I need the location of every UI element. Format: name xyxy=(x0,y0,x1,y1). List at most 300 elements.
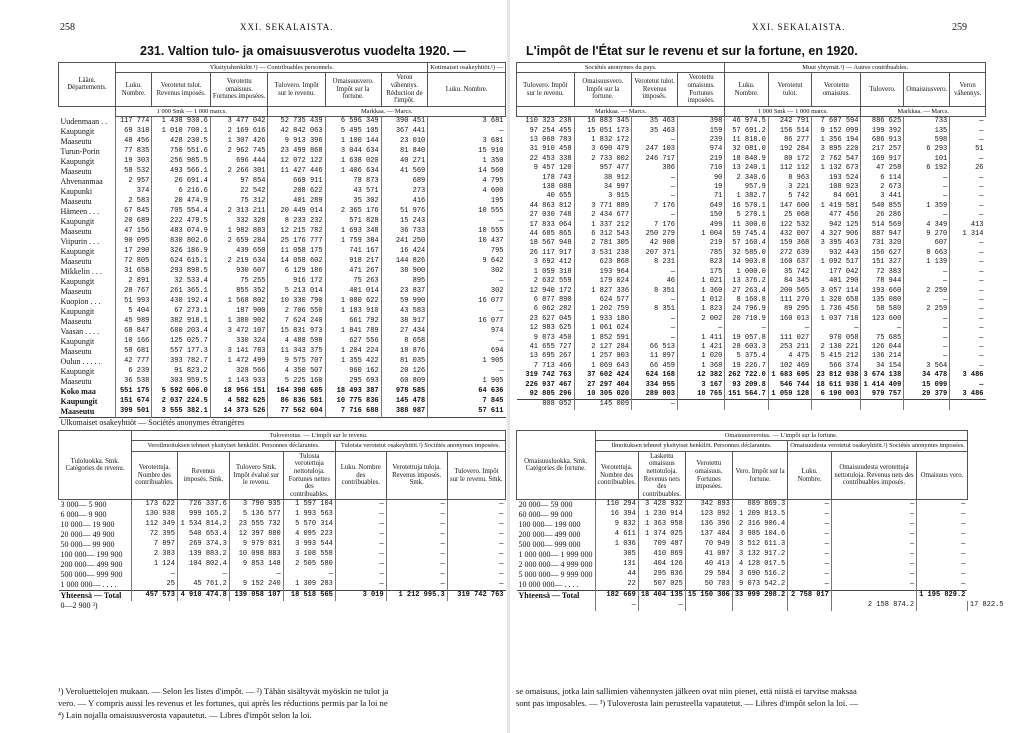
table-cell: 111 027 xyxy=(768,334,811,343)
table-cell: 97 854 xyxy=(210,177,268,187)
table-cell: 57 160.4 xyxy=(725,239,769,248)
total-cell: 319 742 763 xyxy=(447,591,505,602)
income-class-label: 10 000— 19 900 xyxy=(60,520,115,530)
table-cell: 3 985 104.6 xyxy=(732,530,787,540)
table-cell: 1 438 930.6 xyxy=(152,117,210,127)
total-row xyxy=(59,591,506,602)
table-title-left: 231. Valtion tulo- ja omaisuusverotus vuodelta 1920. — xyxy=(140,44,466,58)
table-row xyxy=(517,258,986,267)
table-row xyxy=(517,164,986,173)
table-cell: 398 xyxy=(678,117,725,127)
table-cell: 219 xyxy=(678,155,725,164)
table-cell: 808 052 xyxy=(517,400,575,410)
table-cell: 916 172 xyxy=(268,277,325,287)
table-cell: 32 081.0 xyxy=(725,145,769,154)
table-cell: — xyxy=(788,500,832,511)
table-cell: — xyxy=(917,560,968,570)
table-cell: — xyxy=(917,570,968,580)
col-asset-tax-header: Omaisuusvero. Impôt sur la fortune. xyxy=(325,73,381,106)
table-cell: 273 xyxy=(381,187,428,197)
table-row xyxy=(59,137,506,147)
table-row xyxy=(517,277,986,286)
table-cell: 303 959.5 xyxy=(152,377,210,387)
table-cell: 40 271 xyxy=(381,157,428,167)
table-cell: 86 836 581 xyxy=(268,397,325,407)
table-cell: 1 419 581 xyxy=(812,202,861,211)
table-cell: 122 532 xyxy=(768,221,811,230)
table-cell: 661 792 xyxy=(325,317,381,327)
table-cell: 13 068 783 xyxy=(529,136,572,144)
table-cell: 125 025.7 xyxy=(152,337,210,347)
row-label: Maaseutu xyxy=(60,406,95,416)
table-cell: 401 290 xyxy=(812,277,861,286)
col-header: Omaisuusvero. xyxy=(904,73,950,106)
table-cell: 58 532 xyxy=(116,167,152,177)
table-cell: — xyxy=(335,580,386,591)
table-row xyxy=(517,136,986,145)
row-label: Kaupungit xyxy=(60,276,95,286)
table-row xyxy=(59,570,506,580)
table-cell: — xyxy=(904,334,950,343)
table-cell: 40 413 xyxy=(685,560,732,570)
table-cell: 13 695 267 xyxy=(529,352,572,361)
row-label: Uudenmaan . . xyxy=(60,116,108,126)
table-cell: 3 141 783 xyxy=(210,347,268,357)
table-cell: 3 057 114 xyxy=(812,287,861,296)
table-cell: 2 313 211 xyxy=(210,207,268,217)
table-row xyxy=(59,247,506,257)
table-cell: 59 745.4 xyxy=(725,230,769,239)
row-label: Ahvenanmaa xyxy=(60,176,103,186)
table-row xyxy=(59,187,506,197)
table-cell: 9 270 xyxy=(904,230,950,239)
table-cell: 36 538 xyxy=(116,377,152,387)
table-cell: 242 791 xyxy=(768,117,811,127)
table-cell: 44 863 812 xyxy=(529,201,572,210)
table-cell: 27 297 404 xyxy=(574,381,631,390)
table-cell: 1 124 xyxy=(132,560,178,570)
table-cell: — xyxy=(428,367,506,377)
table-cell: — xyxy=(229,570,283,580)
table-cell: 27 434 xyxy=(381,327,428,337)
table-cell: 1 360 xyxy=(678,287,725,296)
income-asset-table-left xyxy=(58,62,506,428)
table-cell: 11 058 175 xyxy=(268,247,325,257)
table-cell: 731 320 xyxy=(861,239,904,248)
table-cell: 123 600 xyxy=(861,315,904,324)
table-cell: 110 323 238 xyxy=(525,117,572,126)
table-cell: 151 674 xyxy=(116,397,152,407)
table-cell: — xyxy=(812,324,861,333)
table-row xyxy=(517,560,1006,570)
table-cell: 145 009 xyxy=(574,400,631,410)
table-cell: 4 611 xyxy=(595,530,638,540)
table-cell: 23 555 732 xyxy=(229,520,283,530)
table-cell: 2 219 634 xyxy=(210,257,268,267)
table-cell: 1 638 020 xyxy=(325,157,381,167)
table-cell: 514 569 xyxy=(861,221,904,230)
table-cell: 895 xyxy=(381,277,428,287)
table-cell: — xyxy=(632,192,678,201)
table-cell: — xyxy=(950,249,986,258)
table-cell: — xyxy=(950,324,986,333)
companies-head: Tuloista verotetut osakeyhtiöt.²) Sociétés anonymes imposées. xyxy=(335,441,505,451)
table-cell: 68 847 xyxy=(116,327,152,337)
table-cell: 8 351 xyxy=(632,287,678,296)
table-cell: 18 567 948 xyxy=(529,239,572,248)
asset-class-label: 5 000 000— 9 999 000 xyxy=(518,570,593,580)
page-number-left: 258 xyxy=(60,22,75,33)
table-cell: 1 905 xyxy=(428,357,506,367)
table-cell: 386 xyxy=(632,164,678,173)
table-cell: 13 240.1 xyxy=(725,164,769,173)
table-row xyxy=(59,167,506,177)
table-cell: — xyxy=(904,174,950,183)
table-cell: 607 xyxy=(904,239,950,248)
table-cell: 23 837 xyxy=(381,287,428,297)
table-cell: 1 337 212 xyxy=(574,221,631,230)
table-cell: 138 088 xyxy=(542,183,572,192)
table-row xyxy=(59,307,506,317)
table-cell: 3 690 479 xyxy=(574,145,631,154)
table-cell: 18 840.9 xyxy=(725,155,769,164)
table-cell: 5 404 xyxy=(116,307,152,317)
table-cell: 1 204 224 xyxy=(325,347,381,357)
table-cell: 38 900 xyxy=(381,267,428,277)
footnote-left-1: ¹) Veroluettelojen mukaan. — Selon les listes d'impôt. — ²) Tähän sisältyvät myöskin ne tulot ja xyxy=(58,686,389,696)
table-cell: 50 703 xyxy=(685,580,732,591)
table-cell: 1 143 933 xyxy=(210,377,268,387)
col-count-header: Luku. Nombre. xyxy=(116,73,152,106)
table-cell: 34 997 xyxy=(574,183,631,192)
table-cell: — xyxy=(917,540,968,550)
table-cell: 57 691.2 xyxy=(725,127,769,136)
table-cell: 9 913 396 xyxy=(268,137,325,147)
row-label: Turun-Porin xyxy=(60,146,100,156)
table-row xyxy=(517,362,986,371)
table-cell: 2 340.6 xyxy=(725,174,769,183)
table-cell: 889 869.3 xyxy=(732,500,787,511)
unit-note-right: 1 000 Smk — 1 000 marcs. xyxy=(725,106,861,116)
table-cell: 66 459 xyxy=(632,362,678,371)
unit-note: 1 000 Smk — 1 000 marcs. xyxy=(116,106,268,116)
unit-marks-right-2: Markkaa. — Marcs. xyxy=(861,106,986,116)
table-cell: 2 266 301 xyxy=(210,167,268,177)
table-cell: 86 277 xyxy=(768,136,811,145)
table-row xyxy=(59,277,506,287)
col-header: Veron vähennys. xyxy=(950,73,986,106)
table-cell: — xyxy=(386,570,447,580)
table-cell: 226 937 467 xyxy=(525,380,572,389)
table-row xyxy=(517,192,986,201)
table-cell: 2 383 xyxy=(132,550,178,560)
persons-head: Veroilmoituksen tehneet yksityiset henkilöt. Personnes déclarantes. xyxy=(132,441,336,451)
table-cell: 20 126 xyxy=(381,367,428,377)
col-taxed-assets-header: Verotettu omaisuus. Fortunes imposées. xyxy=(210,73,268,106)
table-row xyxy=(517,334,986,343)
table-cell: 3 681 xyxy=(428,117,506,127)
table-row xyxy=(517,550,1006,560)
table-cell: 3 477 042 xyxy=(210,117,268,127)
table-cell: 332 328 xyxy=(210,217,268,227)
table-cell: — xyxy=(447,520,505,530)
table-cell: 12 983 625 xyxy=(529,324,572,333)
table-cell: 932 443 xyxy=(812,249,861,258)
table-cell: 1 010 700.1 xyxy=(152,127,210,137)
left-page xyxy=(0,0,506,733)
table-cell: 999 165.2 xyxy=(177,510,229,520)
table-cell: 399 501 xyxy=(116,407,152,418)
table-cell: 3 531 238 xyxy=(574,249,631,258)
table-cell: — xyxy=(386,550,447,560)
table-cell: 3 681 xyxy=(428,137,506,147)
col-tax-header: Tulovero Smk. Impôt évalué sur le revenu. xyxy=(229,451,283,500)
table-cell: 8 963 xyxy=(768,174,811,183)
total-cell: 457 573 xyxy=(132,591,178,602)
total-row xyxy=(517,591,1006,602)
table-cell: 177 042 xyxy=(812,268,861,277)
table-cell: 2 127 284 xyxy=(574,343,631,352)
table-cell: 101 xyxy=(904,155,950,164)
table-cell: — xyxy=(904,268,950,277)
table-cell: 10 098 883 xyxy=(229,550,283,560)
table-row xyxy=(517,305,986,314)
table-cell: 1 314 xyxy=(950,230,986,239)
table-cell: 2 434 677 xyxy=(574,211,631,220)
table-cell: 16 570.1 xyxy=(725,202,769,211)
table-row xyxy=(59,387,506,397)
table-cell: 388 987 xyxy=(381,407,428,418)
table-cell: 3 512 611.3 xyxy=(732,540,787,550)
table-cell: 2 316 906.4 xyxy=(732,520,787,530)
table-cell: 16 883 345 xyxy=(574,117,631,127)
table-row xyxy=(59,297,506,307)
table-cell: 2 962 745 xyxy=(210,147,268,157)
table-cell: 393 782.7 xyxy=(152,357,210,367)
table-cell: 330 324 xyxy=(210,337,268,347)
row-label: Maaseutu xyxy=(60,196,92,206)
table-cell: 390 451 xyxy=(381,117,428,127)
table-cell: — xyxy=(950,155,986,164)
table-cell: — xyxy=(950,268,986,277)
table-cell: 1 020 xyxy=(678,352,725,361)
table-cell: 416 xyxy=(381,197,428,207)
table-cell: 2 259 xyxy=(904,305,950,314)
table-cell: 75 255 xyxy=(210,277,268,287)
page-gutter xyxy=(507,0,510,733)
table-cell: — xyxy=(950,183,986,192)
table-cell: 23 812 938 xyxy=(812,371,861,380)
table-row xyxy=(59,287,506,297)
table-cell: 624 577 xyxy=(574,296,631,305)
table-cell: 90 095 xyxy=(116,237,152,247)
table-cell: 540 855 xyxy=(861,202,904,211)
table-cell: — xyxy=(632,174,678,183)
table-cell: 11 343 375 xyxy=(268,347,325,357)
total-cell: 4 910 474.8 xyxy=(177,591,229,602)
table-cell: 1 209 813.5 xyxy=(732,510,787,520)
total-cell: 139 058 107 xyxy=(229,591,283,602)
table-cell: 26 691.4 xyxy=(152,177,210,187)
income-class-label: 50 000— 99 900 xyxy=(60,540,115,550)
table-cell: 173 622 xyxy=(132,500,178,511)
table-cell: 145 478 xyxy=(381,397,428,407)
table-row xyxy=(59,127,506,137)
table-cell: 16 077 xyxy=(428,317,506,327)
table-cell: 11 818.0 xyxy=(725,136,769,145)
col-reduction-header: Veron vähennys. Réduction de l'impôt. xyxy=(381,73,428,106)
table-cell: — xyxy=(788,580,832,591)
table-cell: 16 424 xyxy=(381,247,428,257)
table-cell: 84 345 xyxy=(768,277,811,286)
table-cell: 1 069 643 xyxy=(574,362,631,371)
table-cell: 9 152 240 xyxy=(229,580,283,591)
table-cell: 3 044 634 xyxy=(325,147,381,157)
income-class-table-left xyxy=(58,430,506,611)
table-cell: 72 383 xyxy=(861,268,904,277)
table-row xyxy=(517,530,1006,540)
table-cell: 10 765 xyxy=(678,390,725,400)
col-revenue-header: Revenus imposés. Smk. xyxy=(177,451,229,500)
table-cell xyxy=(725,400,769,410)
table-cell: 471 267 xyxy=(325,267,381,277)
table-cell: 709 487 xyxy=(638,540,685,550)
total-sub-label: 0—2 900 ³) xyxy=(60,601,98,611)
table-cell: 28 767 xyxy=(116,287,152,297)
table-cell: — xyxy=(768,324,811,333)
col-income-tax-header: Tulovero. Impôt sur le revenu. xyxy=(268,73,325,106)
table-row xyxy=(517,155,986,164)
total-cell: 33 999 298.2 xyxy=(732,591,787,602)
table-cell: 289 003 xyxy=(632,390,678,400)
table-cell: 137 404 xyxy=(685,530,732,540)
row-label: Kaupungit xyxy=(60,396,98,406)
col-revenue-after-header: Tulosta verotettuja nettotuloja. Fortunes nettes des contribuables. xyxy=(283,451,335,500)
table-cell: — xyxy=(950,315,986,324)
table-cell: 3 564 xyxy=(904,362,950,371)
table-cell: — xyxy=(447,550,505,560)
asset-class-label: 1 000 000— 1 999 000 xyxy=(518,550,593,560)
table-cell: — xyxy=(950,192,986,201)
table-cell: 11 427 446 xyxy=(268,167,325,177)
table-cell: 6 190 003 xyxy=(812,390,861,400)
col-class-header-right: Omaisuusluokka. Smk. Catégories de fortune. xyxy=(517,431,596,500)
table-cell: 957.9 xyxy=(725,183,769,192)
table-cell: 19 303 xyxy=(116,157,152,167)
table-cell: 219 xyxy=(678,239,725,248)
table-row xyxy=(517,239,986,248)
table-cell: 75 312 xyxy=(210,197,268,207)
table-cell: — xyxy=(904,277,950,286)
table-cell: 5 495 105 xyxy=(325,127,381,137)
table-cell: — xyxy=(950,136,986,145)
table-cell: 17 290 xyxy=(116,247,152,257)
table-cell: — xyxy=(632,315,678,324)
table-row xyxy=(517,500,1006,511)
table-cell: 262 722.0 xyxy=(725,371,769,380)
table-cell: 130 938 xyxy=(132,510,178,520)
table-cell: 1 307 426 xyxy=(210,137,268,147)
table-cell: — xyxy=(917,520,968,530)
table-cell: 3 441 xyxy=(861,192,904,201)
foreign-companies-row xyxy=(517,400,986,410)
table-cell: 58 580 xyxy=(861,305,904,314)
table-cell: 11 097 xyxy=(632,352,678,361)
total-label: Yhteensä — Total xyxy=(59,591,132,602)
table-cell: 43 571 xyxy=(325,187,381,197)
table-cell: 10 330 790 xyxy=(268,297,325,307)
table-row xyxy=(59,317,506,327)
table-cell: 6 239 xyxy=(116,367,152,377)
table-cell: — xyxy=(788,510,832,520)
table-cell: 159 368 xyxy=(768,239,811,248)
table-cell: — xyxy=(335,570,386,580)
table-cell: 64 636 xyxy=(428,387,506,397)
col-taxed-header: Verotetut tulot. Revenus imposés. xyxy=(152,73,210,106)
table-cell: 1 359 xyxy=(904,202,950,211)
income-class-label: 100 000— 199 900 xyxy=(60,550,123,560)
table-row xyxy=(517,381,986,390)
table-cell: 1 139 xyxy=(904,258,950,267)
table-cell: — xyxy=(950,277,986,286)
table-cell: 3 472 107 xyxy=(210,327,268,337)
table-cell: 5 375.4 xyxy=(725,352,769,361)
table-cell: 2 259 xyxy=(904,287,950,296)
table-cell: 123 092 xyxy=(685,510,732,520)
total-sub-cell: — xyxy=(638,601,685,610)
table-cell: 6 293 xyxy=(904,145,950,154)
col-header: Verotettu omaisuus. Fortunes imposées. xyxy=(678,73,725,106)
table-cell: 156 514 xyxy=(768,127,811,136)
table-cell: 81 035 xyxy=(381,357,428,367)
table-cell: 151 327 xyxy=(861,258,904,267)
group-other-right: Muut yhtymät.¹) — Autres contribuables. xyxy=(725,63,986,73)
table-cell: 104 802.4 xyxy=(177,560,229,570)
col-class-header: Tuloluokka. Smk. Catégories de revenu. xyxy=(59,431,132,500)
table-cell: 14 903.8 xyxy=(725,258,769,267)
col-comp-rev-header: Verotettuja tuloja. Revenus imposés. Smk. xyxy=(386,451,447,500)
table-cell: 566 374 xyxy=(812,362,861,371)
table-cell: — xyxy=(788,570,832,580)
table-cell: 10 555 xyxy=(428,207,506,217)
table-cell: 31 658 xyxy=(116,267,152,277)
table-row xyxy=(59,337,506,347)
table-cell: 195 xyxy=(428,197,506,207)
table-cell: 4 350 507 xyxy=(268,367,325,377)
table-cell: 2 781 305 xyxy=(574,239,631,248)
table-cell: — xyxy=(950,381,986,390)
table-cell: 669 911 xyxy=(268,177,325,187)
row-label: Kaupungit xyxy=(60,156,95,166)
unit-marks-right: Markkaa. — Marcs. xyxy=(517,106,725,116)
table-cell: 15 099 xyxy=(904,381,950,390)
unit-marks: Markkaa. — Marcs. xyxy=(268,106,506,116)
footnote-left-2: vero. — Y compris aussi les revenus et les fortunes, qui après les réductions permis par la loi ne xyxy=(58,698,388,708)
table-cell: 1 993 563 xyxy=(283,510,335,520)
row-label: Kuopion . . . xyxy=(60,296,101,306)
table-cell: — xyxy=(950,343,986,352)
table-cell: 7 845 xyxy=(428,397,506,407)
table-cell: 250 279 xyxy=(632,230,678,239)
table-cell: 694 xyxy=(428,347,506,357)
table-cell: 19 057.8 xyxy=(725,334,769,343)
income-asset-table-right xyxy=(516,62,986,410)
table-cell: — xyxy=(950,287,986,296)
table-cell: 160 013 xyxy=(768,315,811,324)
table-cell: 6 596 349 xyxy=(325,117,381,127)
table-cell: 20 449 014 xyxy=(268,207,325,217)
table-cell: 8 231 xyxy=(632,258,678,267)
